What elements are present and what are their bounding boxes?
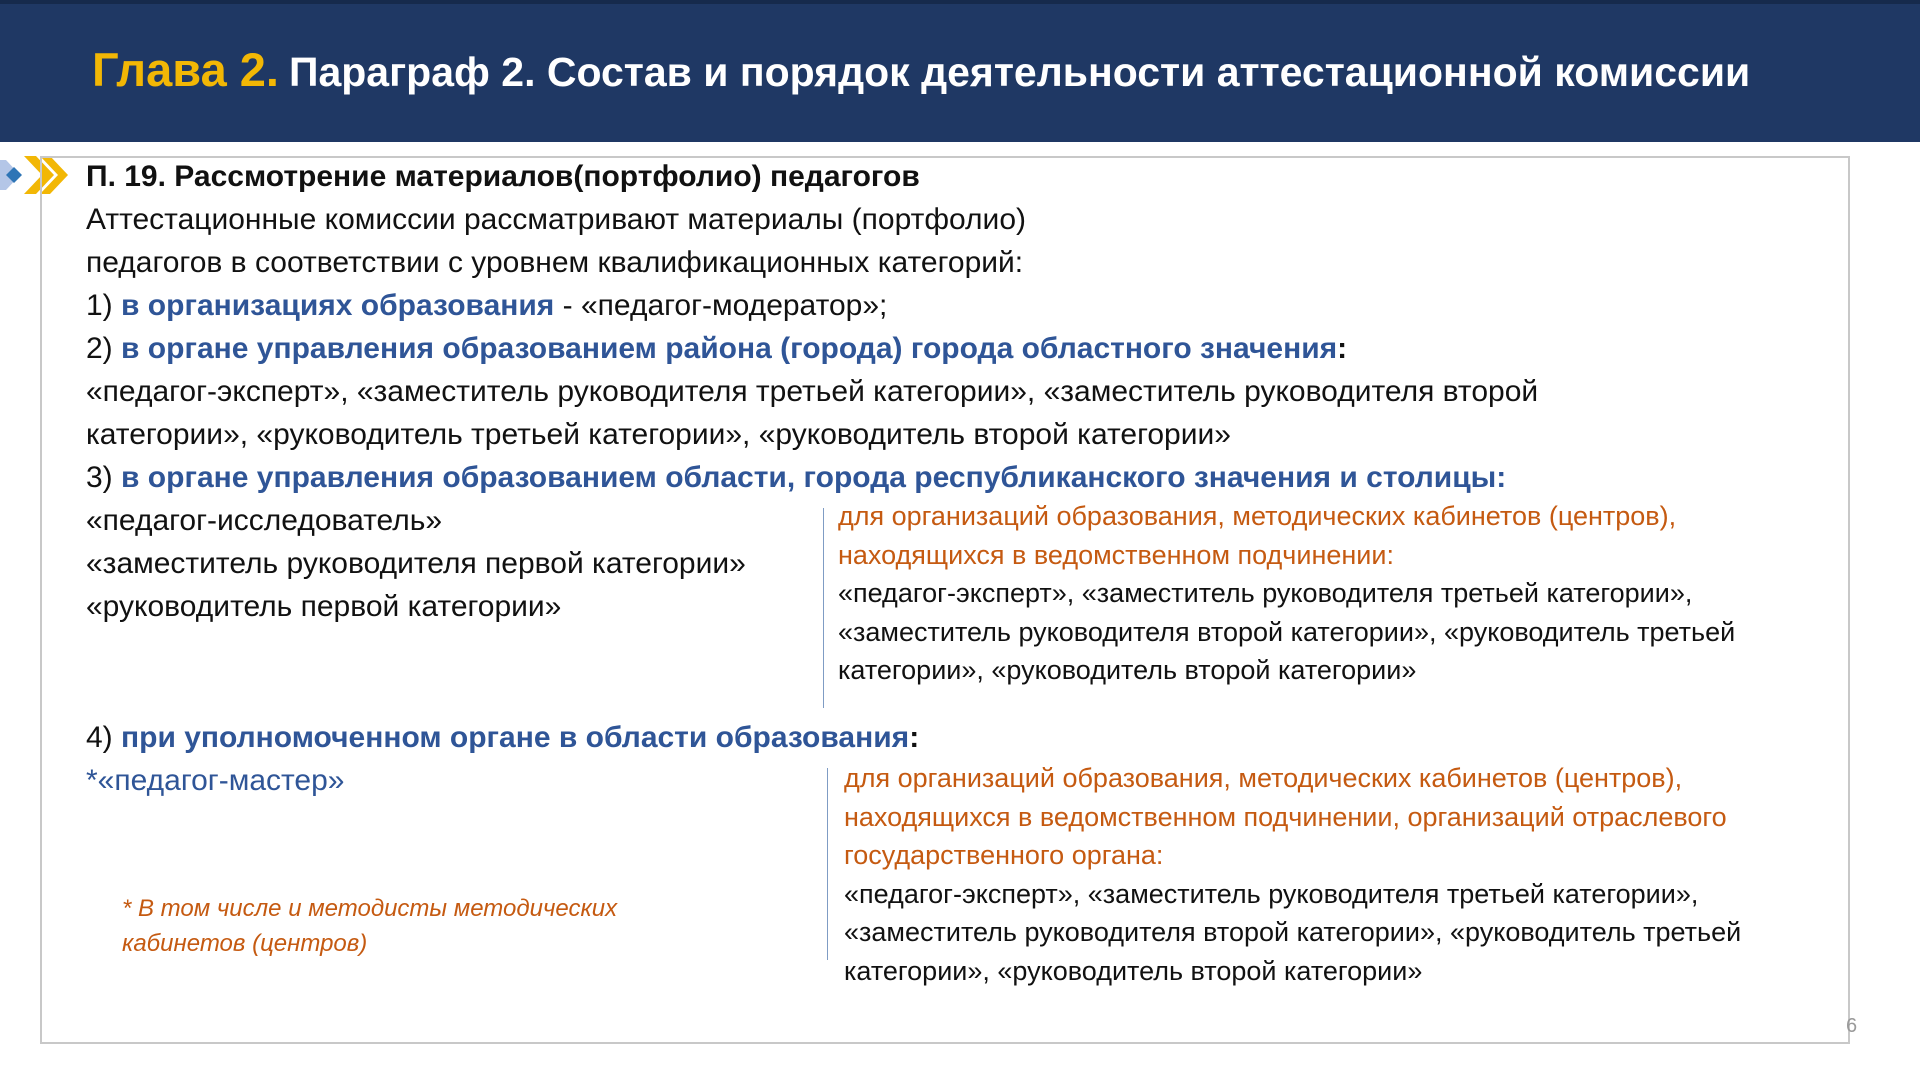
page-title xyxy=(92,42,1750,100)
item-number: 1) xyxy=(86,289,122,322)
item-place: в организациях образования xyxy=(121,289,555,322)
section-heading: П. 19. Рассмотрение материалов(портфолио) педагогов xyxy=(86,160,920,193)
item-number: 3) xyxy=(86,461,122,494)
divider-line xyxy=(827,768,828,960)
divider-line xyxy=(823,508,824,708)
item-colon: : xyxy=(1337,332,1348,365)
item-4-note-text: «заместитель руководителя второй категории», «руководитель третьей xyxy=(844,917,1742,947)
item-3-category: «заместитель руководителя первой категории» xyxy=(86,547,746,580)
item-4-note-text: категории», «руководитель второй категории» xyxy=(844,955,1423,986)
item-colon: : xyxy=(909,721,920,754)
item-place: в органе управления образованием района (города) города областного значения xyxy=(121,332,1338,365)
item-category: - «педагог-модератор»; xyxy=(554,289,888,322)
list-item-4 xyxy=(86,717,919,759)
item-place: в органе управления образованием области, города республиканского значения и столицы: xyxy=(121,461,1507,494)
item-3-note-orange: для организаций образования, методических кабинетов (центров), xyxy=(838,501,1677,531)
list-item-2 xyxy=(86,328,1347,370)
item-number: 4) xyxy=(86,721,122,754)
list-item-3 xyxy=(86,457,1506,499)
item-3-note-text: «педагог-эксперт», «заместитель руководителя третьей категории», xyxy=(838,578,1693,608)
item-3-category: «руководитель первой категории» xyxy=(86,590,562,623)
item-4-category: *«педагог-мастер» xyxy=(86,764,345,797)
item-4-note-text: «педагог-эксперт», «заместитель руководителя третьей категории», xyxy=(844,878,1699,909)
item-3-note-text: категории», «руководитель второй категории» xyxy=(838,655,1417,685)
item-3-note-text: «заместитель руководителя второй категории», «руководитель третьей xyxy=(838,616,1736,647)
item-3-category: «педагог-исследователь» xyxy=(86,504,443,537)
footnote-line: * В том числе и методисты методических xyxy=(122,895,618,922)
footnote xyxy=(122,891,617,961)
footnote-line: кабинетов (центров) xyxy=(122,930,368,957)
item-2-categories-line-2: категории», «руководитель третьей категории», «руководитель второй категории» xyxy=(86,418,1231,451)
item-3-note-orange: находящихся в ведомственном подчинении: xyxy=(838,539,1394,570)
page-number: 6 xyxy=(1846,1015,1858,1037)
item-place: при уполномоченном органе в области образования xyxy=(121,721,910,754)
intro-line-1: Аттестационные комиссии рассматривают материалы (портфолио) xyxy=(86,203,1026,236)
list-item-1 xyxy=(86,285,887,327)
item-4-note-orange: государственного органа: xyxy=(844,840,1164,870)
intro-line-2: педагогов в соответствии с уровнем квалификационных категорий: xyxy=(86,246,1024,279)
item-4-note-orange: находящихся в ведомственном подчинении, организаций отраслевого xyxy=(844,801,1727,832)
item-4-note-orange: для организаций образования, методических кабинетов (центров), xyxy=(844,763,1683,793)
item-number: 2) xyxy=(86,332,122,365)
header-bar xyxy=(0,0,1920,142)
chapter-label: Глава 2. xyxy=(92,43,279,96)
item-2-categories-line-1: «педагог-эксперт», «заместитель руководителя третьей категории», «заместитель руководителя второй xyxy=(86,375,1539,408)
paragraph-title: Параграф 2. Состав и порядок деятельности аттестационной комиссии xyxy=(288,49,1751,95)
